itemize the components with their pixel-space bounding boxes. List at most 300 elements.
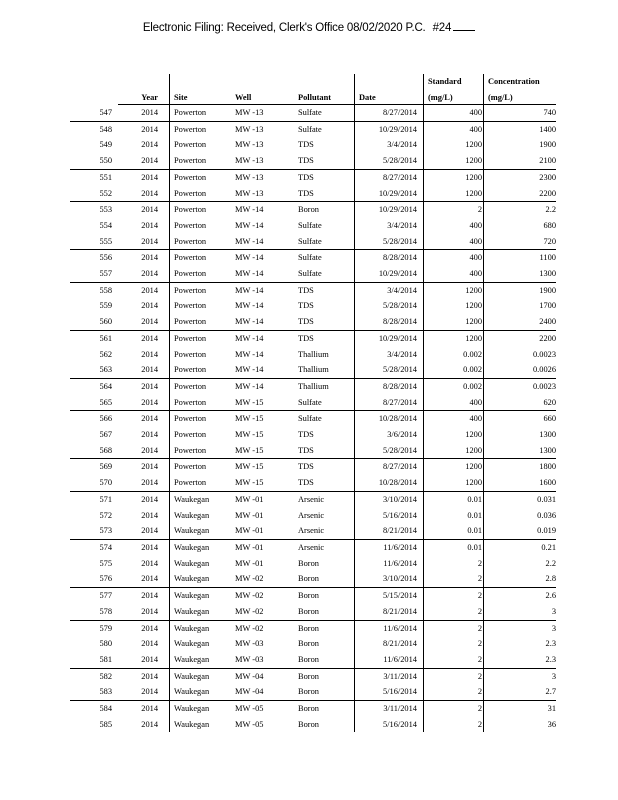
cell-standard: 1200 [424, 314, 484, 330]
page-number-blank [453, 20, 475, 31]
table-row [70, 169, 556, 185]
table-row [70, 234, 556, 250]
cell-standard: 1200 [424, 282, 484, 298]
cell-year: 2014 [118, 378, 170, 394]
cell-pollutant: Thallium [298, 365, 329, 375]
row-index: 573 [99, 526, 112, 536]
cell-concentration: 2.3 [484, 652, 557, 668]
cell-standard: 0.002 [424, 347, 484, 363]
cell-site: Powerton [174, 397, 207, 407]
col-concentration-line2: (mg/L) [484, 88, 557, 105]
cell-concentration: 1900 [484, 137, 557, 153]
cell-site: Powerton [174, 301, 207, 311]
table-row [70, 491, 556, 507]
cell-concentration: 0.21 [484, 539, 557, 555]
row-index: 579 [70, 620, 118, 636]
cell-standard: 2 [424, 636, 484, 652]
cell-concentration: 2.2 [484, 202, 557, 218]
cell-date: 3/4/2014 [355, 218, 424, 234]
cell-site: Powerton [170, 250, 236, 266]
cell-well: MW -02 [235, 574, 264, 584]
cell-site: Powerton [174, 430, 207, 440]
cell-year: 2014 [118, 202, 170, 218]
row-index: 547 [99, 107, 112, 117]
cell-year: 2014 [118, 604, 170, 620]
cell-year: 2014 [118, 556, 170, 572]
table-row [70, 604, 556, 620]
cell-site: Powerton [174, 317, 207, 327]
cell-well: MW -14 [235, 250, 298, 266]
cell-well: MW -05 [235, 719, 264, 729]
cell-concentration: 31 [484, 701, 557, 717]
cell-date: 3/4/2014 [355, 347, 424, 363]
cell-site: Powerton [170, 202, 236, 218]
cell-standard: 1200 [424, 153, 484, 169]
cell-pollutant: Arsenic [298, 526, 325, 536]
cell-concentration: 2200 [484, 330, 557, 346]
cell-standard: 400 [424, 121, 484, 137]
cell-year: 2014 [118, 701, 170, 717]
cell-well: MW -13 [235, 188, 264, 198]
row-index: 563 [99, 365, 112, 375]
cell-concentration: 1800 [484, 459, 557, 475]
cell-year: 2014 [118, 266, 170, 282]
cell-pollutant: Sulfate [298, 220, 322, 230]
row-index: 553 [70, 202, 118, 218]
table-row [70, 218, 556, 234]
cell-pollutant: TDS [298, 282, 355, 298]
cell-well: MW -14 [235, 349, 264, 359]
row-index: 566 [70, 411, 118, 427]
cell-date: 3/4/2014 [355, 137, 424, 153]
cell-concentration: 1300 [484, 427, 557, 443]
cell-well: MW -14 [235, 202, 298, 218]
row-index: 555 [99, 236, 112, 246]
cell-well: MW -02 [235, 606, 264, 616]
cell-standard: 0.01 [424, 491, 484, 507]
table-row [70, 153, 556, 169]
cell-date: 3/11/2014 [355, 701, 424, 717]
cell-well: MW -01 [235, 491, 298, 507]
cell-site: Powerton [174, 188, 207, 198]
cell-concentration: 0.036 [484, 508, 557, 524]
row-index: 554 [99, 220, 112, 230]
pollutant-table [70, 74, 556, 732]
cell-pollutant: TDS [298, 478, 314, 488]
cell-standard: 1200 [424, 298, 484, 314]
cell-date: 11/6/2014 [355, 539, 424, 555]
cell-site: Powerton [174, 445, 207, 455]
row-index: 549 [99, 140, 112, 150]
row-index: 557 [99, 269, 112, 279]
cell-pollutant: Boron [298, 719, 319, 729]
cell-pollutant: Arsenic [298, 510, 325, 520]
cell-standard: 400 [424, 266, 484, 282]
cell-well: MW -04 [235, 668, 298, 684]
col-concentration-line1: Concentration [484, 74, 557, 88]
cell-pollutant: TDS [298, 188, 314, 198]
cell-pollutant: Boron [298, 574, 319, 584]
cell-well: MW -14 [235, 269, 264, 279]
cell-well: MW -13 [235, 169, 298, 185]
cell-date: 5/28/2014 [355, 298, 424, 314]
cell-site: Powerton [170, 121, 236, 137]
cell-year: 2014 [118, 137, 170, 153]
cell-date: 10/29/2014 [355, 266, 424, 282]
cell-date: 3/4/2014 [355, 282, 424, 298]
cell-site: Powerton [174, 269, 207, 279]
filing-stamp-text: Electronic Filing: Received, Clerk's Office 08/02/2020 P.C. [142, 22, 426, 34]
cell-standard: 400 [424, 395, 484, 411]
row-index: 572 [99, 510, 112, 520]
cell-well: MW -15 [235, 397, 264, 407]
cell-site: Powerton [170, 330, 236, 346]
cell-date: 10/28/2014 [355, 475, 424, 491]
cell-site: Waukegan [174, 558, 210, 568]
cell-year: 2014 [118, 508, 170, 524]
cell-year: 2014 [118, 218, 170, 234]
cell-well: MW -01 [235, 510, 264, 520]
cell-date: 8/21/2014 [355, 636, 424, 652]
cell-year: 2014 [118, 620, 170, 636]
cell-site: Powerton [174, 156, 207, 166]
table-row [70, 652, 556, 668]
cell-standard: 2 [424, 684, 484, 700]
row-index: 571 [70, 491, 118, 507]
cell-standard: 400 [424, 105, 484, 122]
cell-concentration: 2.6 [484, 588, 557, 604]
cell-concentration: 680 [484, 218, 557, 234]
row-index: 551 [70, 169, 118, 185]
cell-concentration: 2.7 [484, 684, 557, 700]
cell-concentration: 1300 [484, 266, 557, 282]
cell-concentration: 0.019 [484, 523, 557, 539]
cell-pollutant: Arsenic [298, 491, 355, 507]
row-index: 559 [99, 301, 112, 311]
cell-pollutant: Boron [298, 687, 319, 697]
cell-pollutant: Sulfate [298, 269, 322, 279]
row-index: 578 [99, 606, 112, 616]
table-row [70, 508, 556, 524]
row-index: 574 [70, 539, 118, 555]
col-year: Year [118, 88, 170, 105]
cell-concentration: 2100 [484, 153, 557, 169]
cell-concentration: 1100 [484, 250, 557, 266]
row-index: 575 [99, 558, 112, 568]
row-index: 564 [70, 378, 118, 394]
cell-year: 2014 [118, 427, 170, 443]
cell-standard: 1200 [424, 169, 484, 185]
table-row [70, 282, 556, 298]
cell-standard: 2 [424, 202, 484, 218]
table-row [70, 186, 556, 202]
cell-date: 3/10/2014 [355, 571, 424, 587]
cell-pollutant: Boron [298, 606, 319, 616]
table-row [70, 137, 556, 153]
cell-well: MW -01 [235, 558, 264, 568]
cell-well: MW -02 [235, 620, 298, 636]
cell-site: Powerton [174, 478, 207, 488]
cell-date: 10/29/2014 [355, 330, 424, 346]
row-index: 583 [99, 687, 112, 697]
table-row [70, 411, 556, 427]
table-row [70, 443, 556, 459]
cell-year: 2014 [118, 121, 170, 137]
cell-concentration: 1700 [484, 298, 557, 314]
row-index: 550 [99, 156, 112, 166]
cell-pollutant: Thallium [298, 378, 355, 394]
cell-site: Powerton [174, 349, 207, 359]
cell-concentration: 2200 [484, 186, 557, 202]
cell-well: MW -14 [235, 301, 264, 311]
cell-year: 2014 [118, 491, 170, 507]
row-index: 577 [70, 588, 118, 604]
table-row [70, 459, 556, 475]
table-row [70, 588, 556, 604]
cell-date: 8/27/2014 [355, 169, 424, 185]
table-row [70, 556, 556, 572]
row-index: 582 [70, 668, 118, 684]
cell-concentration: 620 [484, 395, 557, 411]
cell-concentration: 0.0023 [484, 378, 557, 394]
cell-site: Waukegan [174, 526, 210, 536]
table-body [70, 105, 556, 733]
table-row [70, 266, 556, 282]
cell-pollutant: TDS [298, 301, 314, 311]
cell-year: 2014 [118, 571, 170, 587]
col-standard-line1: Standard [424, 74, 484, 88]
table-row [70, 395, 556, 411]
cell-year: 2014 [118, 234, 170, 250]
cell-year: 2014 [118, 153, 170, 169]
table-row [70, 475, 556, 491]
cell-year: 2014 [118, 186, 170, 202]
cell-standard: 400 [424, 411, 484, 427]
cell-concentration: 36 [484, 717, 557, 733]
cell-standard: 0.01 [424, 508, 484, 524]
table-row [70, 250, 556, 266]
cell-concentration: 2.2 [484, 556, 557, 572]
cell-well: MW -01 [235, 539, 298, 555]
cell-well: MW -13 [235, 121, 298, 137]
cell-well: MW -04 [235, 687, 264, 697]
row-index: 569 [70, 459, 118, 475]
cell-site: Powerton [170, 282, 236, 298]
row-index: 561 [70, 330, 118, 346]
cell-pollutant: TDS [298, 459, 355, 475]
cell-standard: 0.002 [424, 378, 484, 394]
cell-standard: 2 [424, 556, 484, 572]
table-header [70, 74, 556, 105]
col-site: Site [170, 88, 236, 105]
cell-site: Powerton [170, 169, 236, 185]
row-index: 560 [99, 317, 112, 327]
cell-site: Waukegan [174, 654, 210, 664]
table-row [70, 121, 556, 137]
cell-site: Waukegan [170, 668, 236, 684]
cell-date: 8/21/2014 [355, 604, 424, 620]
cell-date: 10/29/2014 [355, 121, 424, 137]
row-index: 581 [99, 654, 112, 664]
row-index: 565 [99, 397, 112, 407]
cell-date: 8/27/2014 [355, 459, 424, 475]
cell-date: 8/21/2014 [355, 523, 424, 539]
cell-date: 5/16/2014 [355, 717, 424, 733]
table-row [70, 362, 556, 378]
cell-date: 8/27/2014 [355, 395, 424, 411]
cell-standard: 0.002 [424, 362, 484, 378]
cell-date: 5/16/2014 [355, 508, 424, 524]
cell-pollutant: TDS [298, 317, 314, 327]
cell-site: Powerton [170, 459, 236, 475]
cell-pollutant: Boron [298, 620, 355, 636]
table-row [70, 571, 556, 587]
cell-date: 11/6/2014 [355, 556, 424, 572]
cell-year: 2014 [118, 636, 170, 652]
cell-site: Waukegan [174, 719, 210, 729]
cell-year: 2014 [118, 362, 170, 378]
cell-date: 10/29/2014 [355, 202, 424, 218]
cell-concentration: 2.8 [484, 571, 557, 587]
cell-site: Waukegan [170, 539, 236, 555]
cell-standard: 1200 [424, 475, 484, 491]
page-number: #24 [432, 22, 452, 34]
table-row [70, 717, 556, 733]
table-row [70, 636, 556, 652]
table-row [70, 314, 556, 330]
cell-pollutant: TDS [298, 169, 355, 185]
cell-date: 11/6/2014 [355, 652, 424, 668]
table-row [70, 523, 556, 539]
cell-site: Waukegan [174, 687, 210, 697]
table-row [70, 347, 556, 363]
cell-well: MW -13 [235, 156, 264, 166]
cell-well: MW -13 [235, 108, 264, 117]
cell-year: 2014 [118, 395, 170, 411]
table-row [70, 668, 556, 684]
cell-concentration: 1400 [484, 121, 557, 137]
cell-site: Waukegan [174, 574, 210, 584]
cell-concentration: 2400 [484, 314, 557, 330]
cell-well: MW -15 [235, 478, 264, 488]
cell-concentration: 740 [484, 105, 557, 122]
cell-well: MW -14 [235, 317, 264, 327]
cell-date: 8/28/2014 [355, 314, 424, 330]
cell-year: 2014 [118, 411, 170, 427]
cell-well: MW -14 [235, 378, 298, 394]
cell-well: MW -13 [235, 140, 264, 150]
table-row [70, 298, 556, 314]
cell-concentration: 0.0023 [484, 347, 557, 363]
cell-standard: 400 [424, 250, 484, 266]
cell-site: Waukegan [170, 588, 236, 604]
table-row [70, 684, 556, 700]
cell-year: 2014 [118, 250, 170, 266]
cell-site: Waukegan [174, 606, 210, 616]
cell-date: 5/28/2014 [355, 153, 424, 169]
col-standard-line2: (mg/L) [424, 88, 484, 105]
cell-concentration: 720 [484, 234, 557, 250]
cell-standard: 2 [424, 620, 484, 636]
cell-pollutant: Boron [298, 588, 355, 604]
cell-pollutant: Boron [298, 668, 355, 684]
cell-concentration: 3 [484, 620, 557, 636]
cell-pollutant: TDS [298, 445, 314, 455]
cell-site: Powerton [174, 365, 207, 375]
cell-date: 8/28/2014 [355, 250, 424, 266]
cell-well: MW -14 [235, 236, 264, 246]
cell-year: 2014 [118, 588, 170, 604]
cell-well: MW -03 [235, 654, 264, 664]
col-well: Well [235, 88, 298, 105]
cell-well: MW -15 [235, 459, 298, 475]
cell-site: Waukegan [174, 510, 210, 520]
cell-well: MW -14 [235, 365, 264, 375]
col-pollutant: Pollutant [298, 88, 355, 105]
cell-well: MW -15 [235, 430, 264, 440]
cell-year: 2014 [118, 459, 170, 475]
cell-standard: 2 [424, 717, 484, 733]
cell-date: 10/28/2014 [355, 411, 424, 427]
cell-site: Waukegan [170, 491, 236, 507]
table-row [70, 330, 556, 346]
cell-standard: 0.01 [424, 523, 484, 539]
cell-concentration: 2.3 [484, 636, 557, 652]
table-row [70, 105, 556, 122]
table-row [70, 701, 556, 717]
cell-site: Powerton [174, 108, 207, 117]
row-index: 576 [99, 574, 112, 584]
cell-date: 3/6/2014 [355, 427, 424, 443]
cell-year: 2014 [118, 347, 170, 363]
table-row [70, 620, 556, 636]
cell-well: MW -03 [235, 639, 264, 649]
cell-date: 5/28/2014 [355, 362, 424, 378]
cell-date: 3/11/2014 [355, 668, 424, 684]
cell-date: 11/6/2014 [355, 620, 424, 636]
cell-date: 8/28/2014 [355, 378, 424, 394]
cell-concentration: 1900 [484, 282, 557, 298]
row-index: 558 [70, 282, 118, 298]
cell-year: 2014 [118, 668, 170, 684]
cell-year: 2014 [118, 652, 170, 668]
cell-concentration: 0.0026 [484, 362, 557, 378]
cell-pollutant: Sulfate [298, 121, 355, 137]
col-date: Date [355, 88, 424, 105]
cell-concentration: 1600 [484, 475, 557, 491]
cell-pollutant: Arsenic [298, 539, 355, 555]
cell-pollutant: TDS [298, 156, 314, 166]
cell-concentration: 0.031 [484, 491, 557, 507]
cell-site: Powerton [174, 140, 207, 150]
cell-site: Powerton [174, 220, 207, 230]
table-row [70, 539, 556, 555]
cell-year: 2014 [118, 105, 170, 122]
cell-well: MW -14 [235, 282, 298, 298]
cell-pollutant: Sulfate [298, 397, 322, 407]
cell-date: 3/10/2014 [355, 491, 424, 507]
cell-date: 8/27/2014 [355, 105, 424, 122]
cell-year: 2014 [118, 314, 170, 330]
cell-date: 5/16/2014 [355, 684, 424, 700]
cell-site: Powerton [170, 411, 236, 427]
table-row [70, 202, 556, 218]
cell-year: 2014 [118, 330, 170, 346]
cell-year: 2014 [118, 169, 170, 185]
cell-standard: 2 [424, 652, 484, 668]
cell-site: Powerton [174, 236, 207, 246]
cell-site: Waukegan [170, 701, 236, 717]
